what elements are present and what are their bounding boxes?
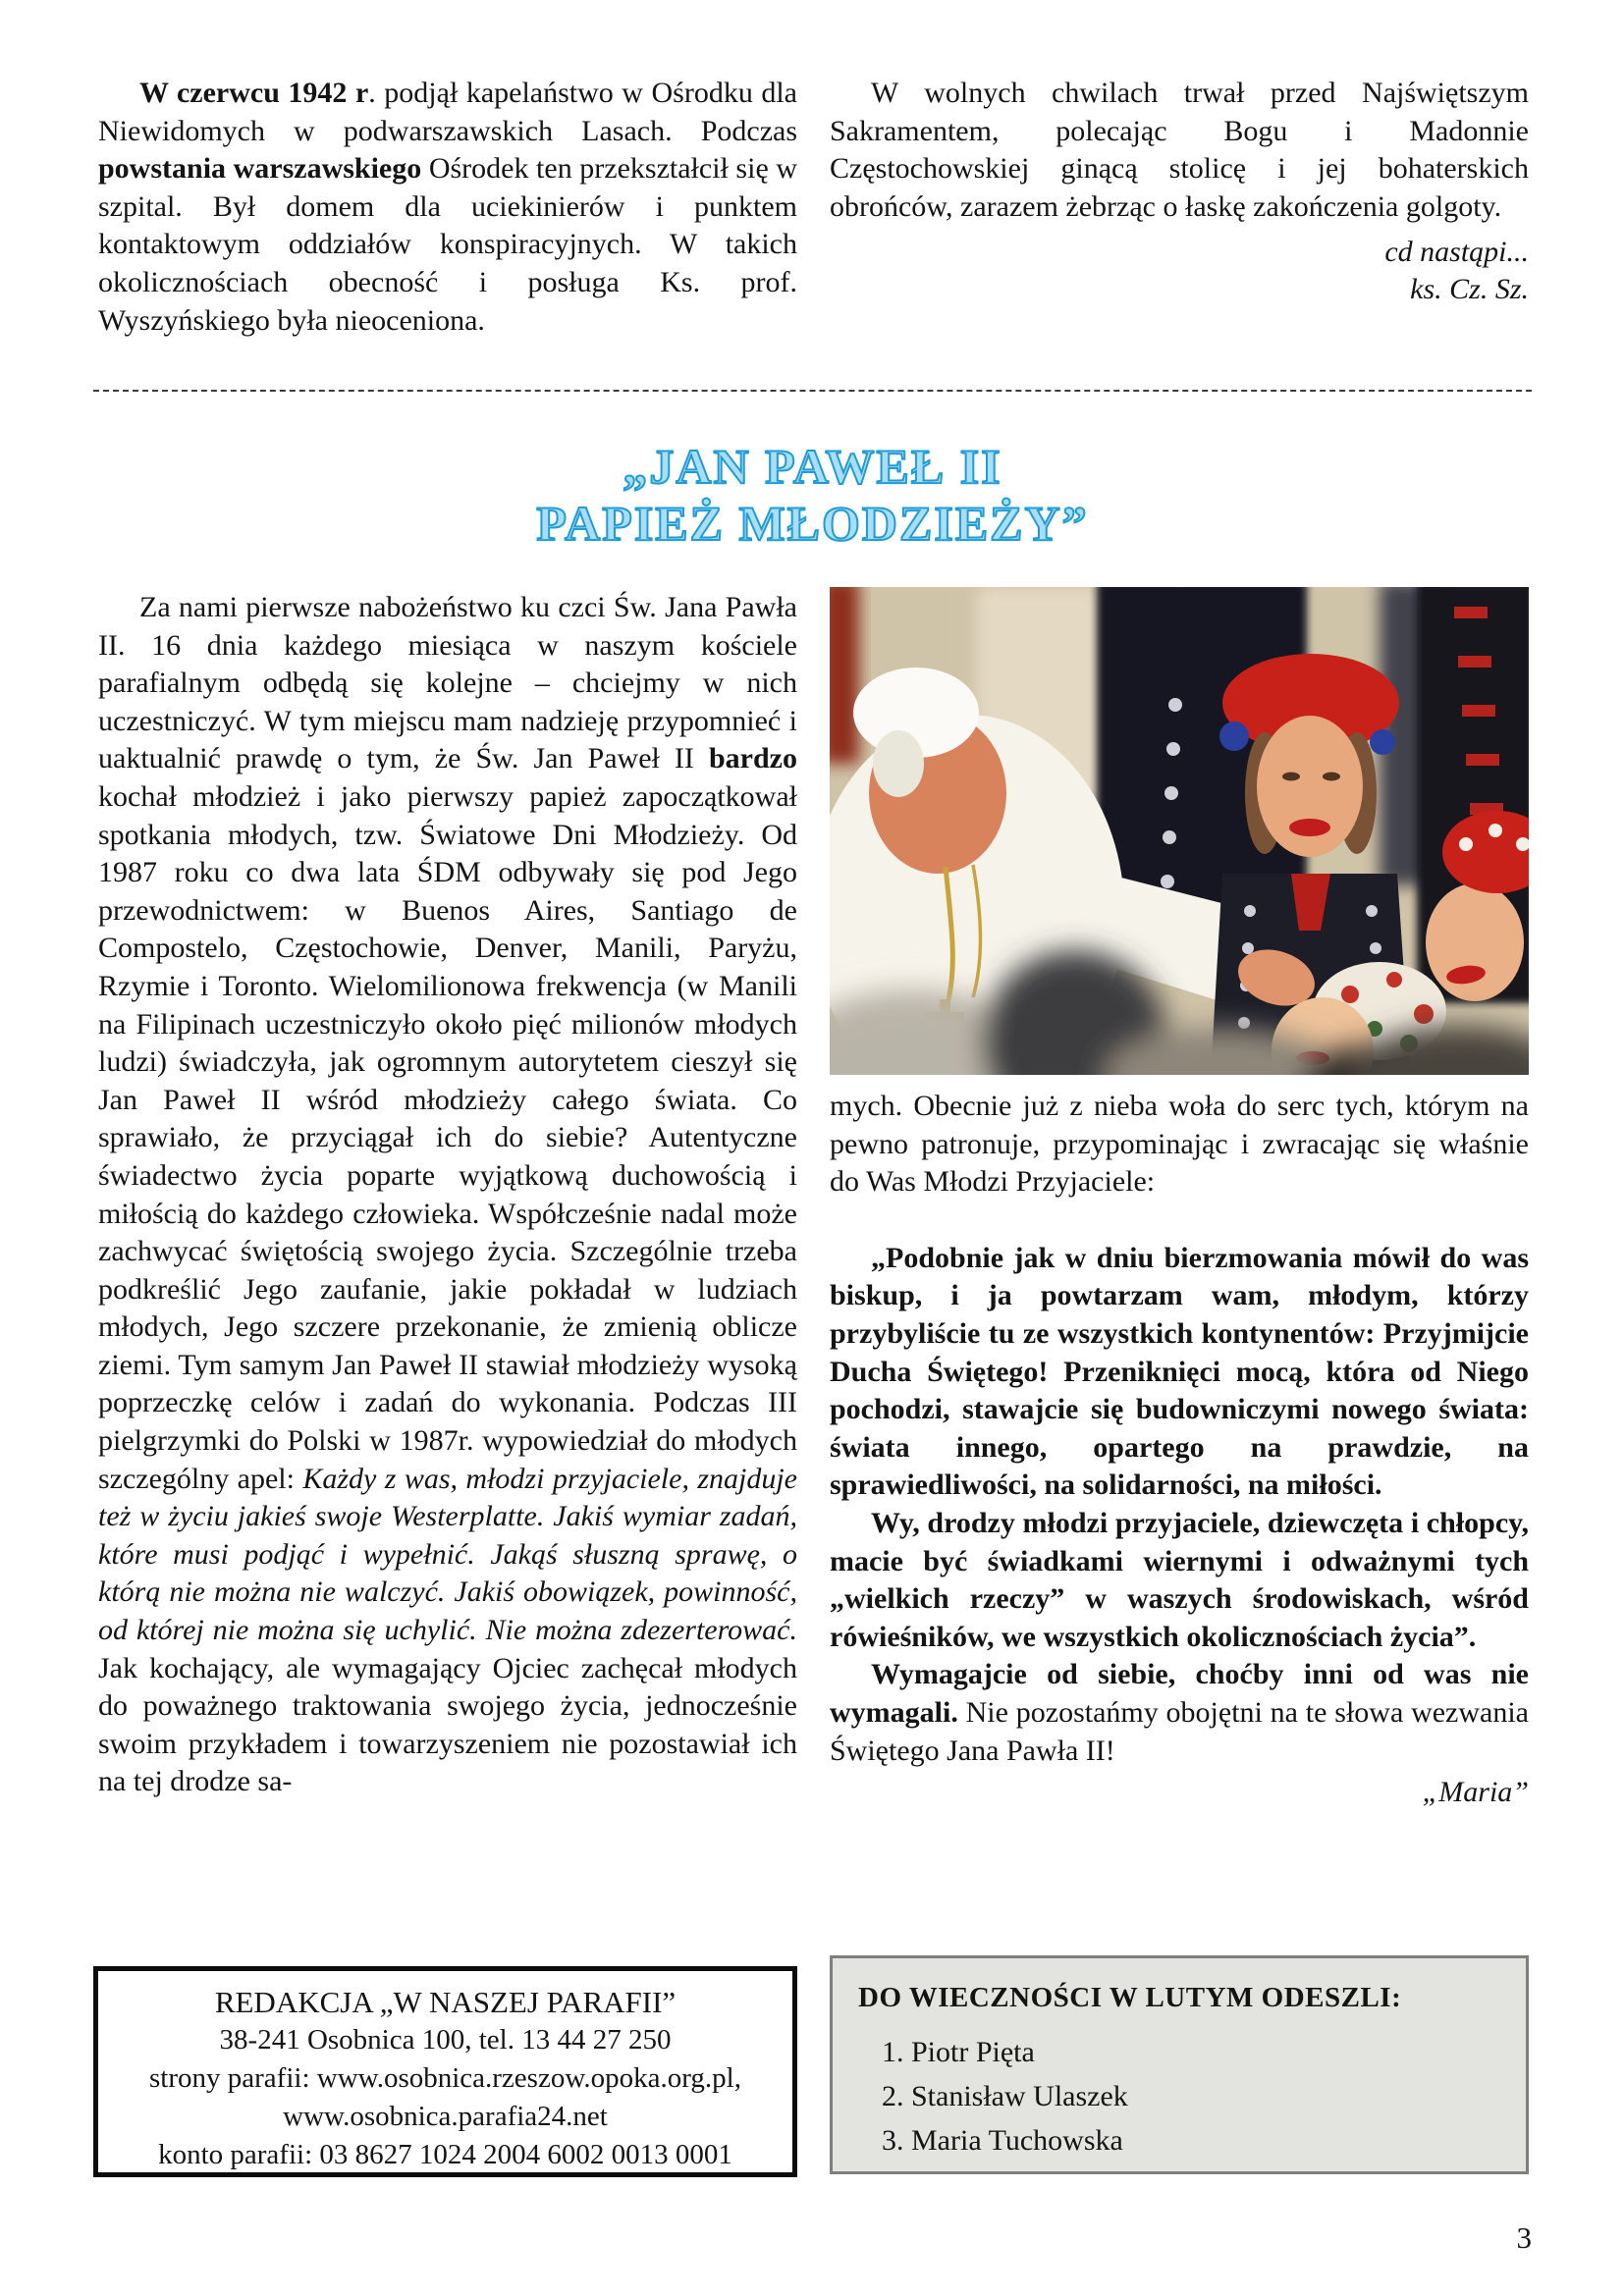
editorial-website-2: www.osobnica.parafia24.net <box>283 2101 608 2132</box>
author-initials: ks. Cz. Sz. <box>1410 273 1529 306</box>
article-right-quote-1: „Podobnie jak w dniu bierzmowania mówił do was biskup, i ja powtarzam wam, młodym, którzy przybyliście tu ze wszystkich kontynentów: Przyjmijcie Ducha Świętego! Przeniknięci mocą, która od Niego pochodzi, stawajcie się budowniczymi nowego świata: świata innego, opartego na prawdzie, na sprawiedliwości, na solidarności, na miłości. <box>830 1241 1529 1502</box>
article-right-column <box>830 1088 1529 1812</box>
deaths-list-item: 2. Stanisław Ulaszek <box>882 2080 1128 2112</box>
deaths-box-title: DO WIECZNOŚCI W LUTYM ODESZLI: <box>858 1982 1402 2013</box>
article-right-paragraph-1: mych. Obecnie już z nieba woła do serc tych, którym na pewno patronuje, przypominając i zwracając się właśnie do Was Młodzi Przyjaciele: <box>830 1090 1529 1199</box>
dashed-divider <box>93 390 1532 392</box>
intro-right-paragraph: W wolnych chwilach trwał przed Najświętszym Sakramentem, polecając Bogu i Madonnie Częstochowskiej ginącą stolicę i jej bohaterskich obrońców, zarazem żebrząc o łaskę zakończenia golgoty. <box>830 77 1529 223</box>
page-number: 3 <box>1516 2220 1532 2255</box>
cd-nastapi-note: cd nastąpi... <box>1384 236 1529 269</box>
deaths-list <box>858 2030 1506 2163</box>
article-title-line1: „JAN PAWEŁ II <box>623 439 1002 494</box>
article-right-quote-2: Wy, drodzy młodzi przyjaciele, dziewczęta i chłopcy, macie być świadkami wiernymi i odważnymi tych „wielkich rzeczy” w waszych środowiskach, wśród rówieśników, we wszystkich okolicznościach życia”. <box>830 1506 1529 1653</box>
article-title <box>93 438 1532 552</box>
article-title-line2: PAPIEŻ MŁODZIEŻY” <box>536 496 1089 551</box>
article-left-paragraph: Za nami pierwsze nabożeństwo ku czci Św. Jana Pawła II. 16 dnia każdego miesiąca w naszym kościele parafialnym odbędą się kolejne – chciejmy w nich uczestniczyć. W tym miejscu mam nadzieję przypomnieć i uaktualnić prawdę o tym, że Św. Jan Paweł II bardzo kochał młodzież i jako pierwszy papież zapoczątkował spotkania młodych, tzw. Światowe Dni Młodzieży. Od 1987 roku co dwa lata ŚDM odbywały się pod Jego przewodnictwem: w Buenos Aires, Santiago de Compostelo, Częstochowie, Denver, Manili, Paryżu, Rzymie i Toronto. Wielomilionowa frekwencja (w Manili na Filipinach uczestniczyło około pięć milionów młodych ludzi) świadczyła, jak ogromnym autorytetem cieszył się Jan Paweł II wśród młodzieży całego świata. Co sprawiało, że przyciągał ich do siebie? Autentyczne świadectwo życia poparte wyjątkową duchowością i miłością do każdego człowieka. Współcześnie nadal może zachwycać świętością swojego życia. Szczególnie trzeba podkreślić Jego zaufanie, jakie pokładał w ludziach młodych, Jego szczere przekonanie, że zmienią oblicze ziemi. Tym samym Jan Paweł II stawiał młodzieży wysoką poprzeczkę celów i zadań do wykonania. Podczas III pielgrzymki do Polski w 1987r. wypowiedział do młodych szczególny apel: Każdy z was, młodzi przyjaciele, znajduje też w życiu jakieś swoje Westerplatte. Jakiś wymiar zadań, które musi podjąć i wypełnić. Jakąś słuszną sprawę, o którą nie można nie walczyć. Jakiś obowiązek, powinność, od której nie można się uchylić. Nie można zdezerterować. Jak kochający, ale wymagający Ojciec zachęcał młodych do poważnego traktowania swojego życia, jednocześnie swoim przykładem i towarzyszeniem nie pozostawiał ich na tej drodze sa- <box>98 591 797 1798</box>
deaths-list-item: 3. Maria Tuchowska <box>882 2124 1123 2157</box>
intro-left-paragraph: W czerwcu 1942 r. podjął kapelaństwo w Ośrodku dla Niewidomych w podwarszawskich Lasach. Podczas powstania warszawskiego Ośrodek ten przekształcił się w szpital. Był domem dla uciekinierów i punktem kontaktowym oddziałów konspiracyjnych. W takich okolicznościach obecność i posługa Ks. prof. Wyszyńskiego była nieoceniona. <box>98 77 797 337</box>
editorial-info-box <box>93 1966 797 2177</box>
intro-left-column <box>98 75 797 340</box>
editorial-website-1: strony parafii: www.osobnica.rzeszow.opoka.org.pl, <box>149 2062 741 2094</box>
article-signature: „Maria” <box>1422 1776 1529 1809</box>
deaths-notice-box <box>830 1955 1529 2174</box>
deaths-list-item: 1. Piotr Pięta <box>882 2036 1035 2068</box>
editorial-title: REDAKCJA „W NASZEJ PARAFII” <box>214 1985 677 2019</box>
article-left-column <box>98 589 797 1801</box>
editorial-address: 38-241 Osobnica 100, tel. 13 44 27 250 <box>219 2024 672 2056</box>
intro-right-column <box>830 75 1529 308</box>
pope-photo-illustration <box>830 587 1529 1075</box>
editorial-bank-account: konto parafii: 03 8627 1024 2004 6002 0013 0001 <box>158 2139 732 2170</box>
article-right-paragraph-4: Wymagajcie od siebie, choćby inni od was nie wymagali. Nie pozostańmy obojętni na te słowa wezwania Świętego Jana Pawła II! <box>830 1658 1529 1767</box>
article-photo <box>830 587 1529 1075</box>
continuation-note <box>830 234 1529 308</box>
